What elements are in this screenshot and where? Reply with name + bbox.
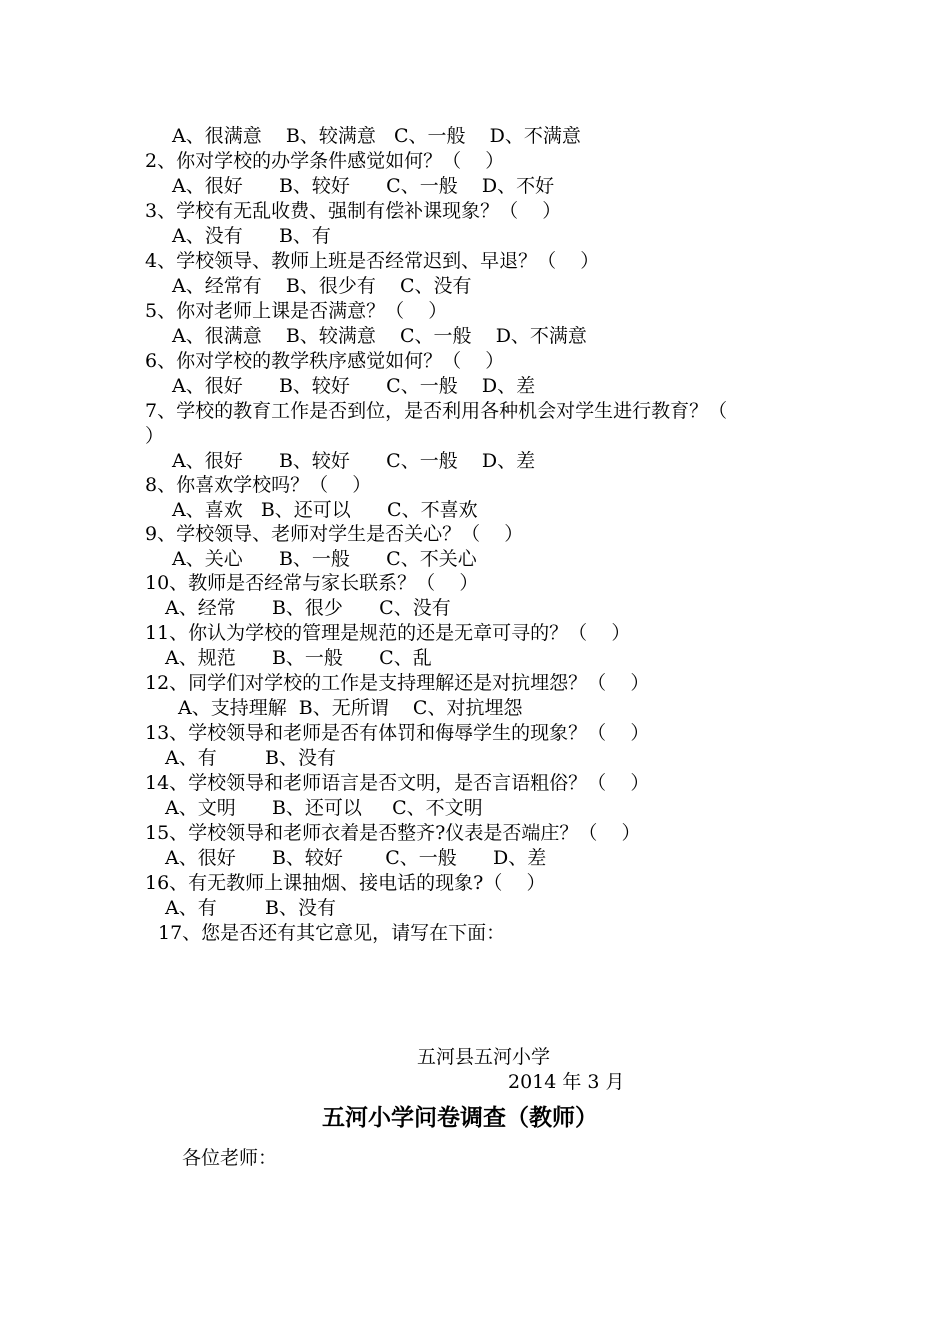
answer-options: A、有 B、没有 xyxy=(165,897,337,919)
answer-options: A、规范 B、一般 C、乱 xyxy=(165,647,432,669)
answer-options: A、支持理解 B、无所谓 C、对抗埋怨 xyxy=(178,697,523,719)
answer-options: A、很满意 B、较满意 C、一般 D、不满意 xyxy=(172,125,581,147)
answer-options: A、很好 B、较好 C、一般 D、差 xyxy=(165,847,547,869)
question-15: 15、学校领导和老师衣着是否整齐?仪表是否端庄？（ ） xyxy=(145,822,641,844)
answer-options: A、很好 B、较好 C、一般 D、差 xyxy=(172,375,536,397)
question-9: 9、学校领导、老师对学生是否关心？（ ） xyxy=(145,523,524,545)
question-13: 13、学校领导和老师是否有体罚和侮辱学生的现象？（ ） xyxy=(145,722,650,744)
question-7-continuation: ） xyxy=(145,425,165,447)
answer-options: A、有 B、没有 xyxy=(165,747,337,769)
school-name: 五河县五河小学 xyxy=(417,1046,551,1068)
answer-options: A、文明 B、还可以 C、不文明 xyxy=(165,797,483,819)
question-11: 11、你认为学校的管理是规范的还是无章可寻的？（ ） xyxy=(145,622,631,644)
question-4: 4、学校领导、教师上班是否经常迟到、早退？（ ） xyxy=(145,250,600,272)
salutation: 各位老师： xyxy=(182,1147,278,1169)
question-6: 6、你对学校的教学秩序感觉如何？（ ） xyxy=(145,350,505,372)
answer-options: A、很满意 B、较满意 C、一般 D、不满意 xyxy=(172,325,587,347)
answer-options: A、没有 B、有 xyxy=(172,225,331,247)
question-17: 17、您是否还有其它意见，请写在下面： xyxy=(158,922,506,944)
answer-options: A、经常有 B、很少有 C、没有 xyxy=(172,275,472,297)
answer-options: A、很好 B、较好 C、一般 D、差 xyxy=(172,450,536,472)
question-10: 10、教师是否经常与家长联系？（ ） xyxy=(145,572,479,594)
page-title: 五河小学问卷调查（教师） xyxy=(322,1104,598,1131)
date-line: 2014 年 3 月 xyxy=(508,1071,625,1093)
question-16: 16、有无教师上课抽烟、接电话的现象?（ ） xyxy=(145,872,546,894)
answer-options: A、关心 B、一般 C、不关心 xyxy=(172,548,477,570)
question-2: 2、你对学校的办学条件感觉如何？（ ） xyxy=(145,150,505,172)
question-12: 12、同学们对学校的工作是支持理解还是对抗埋怨？（ ） xyxy=(145,672,650,694)
answer-options: A、喜欢 B、还可以 C、不喜欢 xyxy=(172,499,478,521)
question-14: 14、学校领导和老师语言是否文明，是否言语粗俗？（ ） xyxy=(145,772,650,794)
question-8: 8、你喜欢学校吗？（ ） xyxy=(145,474,372,496)
answer-options: A、经常 B、很少 C、没有 xyxy=(165,597,451,619)
answer-options: A、很好 B、较好 C、一般 D、不好 xyxy=(172,175,555,197)
question-7: 7、学校的教育工作是否到位，是否利用各种机会对学生进行教育？（ xyxy=(145,400,728,422)
question-3: 3、学校有无乱收费、强制有偿补课现象？（ ） xyxy=(145,200,562,222)
question-5: 5、你对老师上课是否满意？（ ） xyxy=(145,300,448,322)
